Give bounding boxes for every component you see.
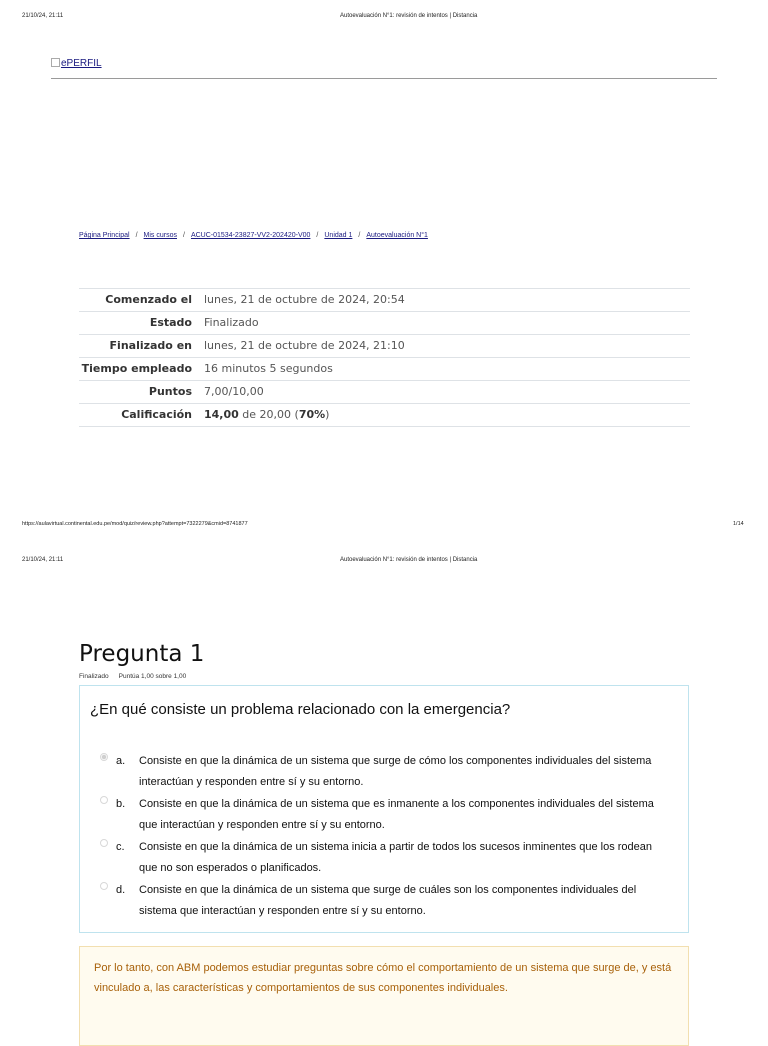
attempt-summary-table: [79, 288, 690, 427]
site-logo-link[interactable]: [51, 58, 102, 69]
summary-value: 16 minutos 5 segundos: [204, 362, 333, 375]
question-info: [79, 673, 186, 680]
print-footer-url: https://aulavirtual.continental.edu.pe/mod/quiz/review.php?attempt=7322279&cmid=8741877: [22, 521, 248, 527]
print-header-datetime: 21/10/24, 21:11: [22, 557, 64, 563]
summary-value: lunes, 21 de octubre de 2024, 21:10: [204, 339, 405, 352]
breadcrumb-separator: /: [358, 232, 361, 239]
option-letter: d.: [116, 884, 126, 896]
header-divider: [51, 78, 717, 79]
question-text: ¿En qué consiste un problema relacionado con la emergencia?: [90, 701, 511, 718]
summary-label: Puntos: [148, 385, 192, 398]
grade-of-text: de 20,00 (: [242, 408, 299, 421]
summary-grade-value: [198, 404, 690, 427]
question-grade: Puntúa 1,00 sobre 1,00: [118, 673, 187, 680]
summary-row-started: [79, 289, 690, 312]
breadcrumb: [79, 232, 428, 239]
broken-image-icon: [51, 58, 60, 67]
summary-value: Finalizado: [204, 316, 259, 329]
breadcrumb-home[interactable]: Página Principal: [79, 232, 130, 239]
option-text: Consiste en que la dinámica de un sistema que surge de cómo los componentes individuales del sistema interactúan y responden entre sí y su entorno.: [139, 755, 652, 788]
breadcrumb-unit[interactable]: Unidad 1: [324, 232, 353, 239]
summary-label: Calificación: [121, 408, 192, 421]
option-text: Consiste en que la dinámica de un sistema que es inmanente a los componentes individuales del sistema que interactúan y responden entre sí y su entorno.: [139, 798, 654, 831]
breadcrumb-my-courses[interactable]: Mis cursos: [143, 232, 177, 239]
breadcrumb-separator: /: [135, 232, 138, 239]
question-title: Pregunta 1: [79, 641, 205, 667]
option-letter: b.: [116, 798, 126, 810]
breadcrumb-course[interactable]: ACUC-01534-23827-VV2-202420-V00: [190, 232, 311, 239]
summary-label: Comenzado el: [105, 293, 192, 306]
option-text: Consiste en que la dinámica de un sistema que surge de cuáles son los componentes individuales del sistema que interactúan y responden entre sí y su entorno.: [139, 884, 637, 917]
general-feedback-box: [79, 946, 689, 1046]
summary-label: Tiempo empleado: [81, 362, 192, 375]
summary-value: lunes, 21 de octubre de 2024, 20:54: [204, 293, 405, 306]
breadcrumb-separator: /: [316, 232, 319, 239]
question-state: Finalizado: [79, 673, 109, 680]
summary-row-marks: [79, 381, 690, 404]
breadcrumb-quiz[interactable]: Autoevaluación N°1: [366, 232, 428, 239]
summary-value: 7,00/10,00: [204, 385, 264, 398]
summary-row-state: [79, 312, 690, 335]
feedback-text: Por lo tanto, con ABM podemos estudiar preguntas sobre cómo el comportamiento de un sistema que surge de, y está vinculado a, las características y comportamientos de sus componentes individuales.: [94, 962, 672, 994]
radio-icon[interactable]: [100, 839, 108, 847]
summary-row-grade: [79, 404, 690, 427]
option-text: Consiste en que la dinámica de un sistema inicia a partir de todos los sucesos inminentes que los rodean que no son esperados o planificados.: [139, 841, 653, 874]
grade-close: ): [325, 408, 330, 421]
summary-label: Estado: [149, 316, 192, 329]
print-header-title: Autoevaluación N°1: revisión de intentos | Distancia: [340, 557, 478, 563]
summary-row-time-taken: [79, 358, 690, 381]
print-footer-page: 1/14: [733, 521, 744, 527]
summary-row-completed: [79, 335, 690, 358]
question-content-box: [79, 685, 689, 933]
option-letter: a.: [116, 755, 126, 767]
radio-icon[interactable]: [100, 796, 108, 804]
grade-score: 14,00: [204, 408, 239, 421]
print-header-title: Autoevaluación N°1: revisión de intentos | Distancia: [340, 13, 478, 19]
grade-percent: 70%: [298, 408, 326, 421]
logo-alt-text: ePERFIL: [61, 58, 102, 69]
radio-selected-icon[interactable]: [100, 753, 108, 761]
summary-label: Finalizado en: [109, 339, 192, 352]
print-header-datetime: 21/10/24, 21:11: [22, 13, 64, 19]
option-letter: c.: [116, 841, 125, 853]
breadcrumb-separator: /: [183, 232, 185, 239]
radio-icon[interactable]: [100, 882, 108, 890]
